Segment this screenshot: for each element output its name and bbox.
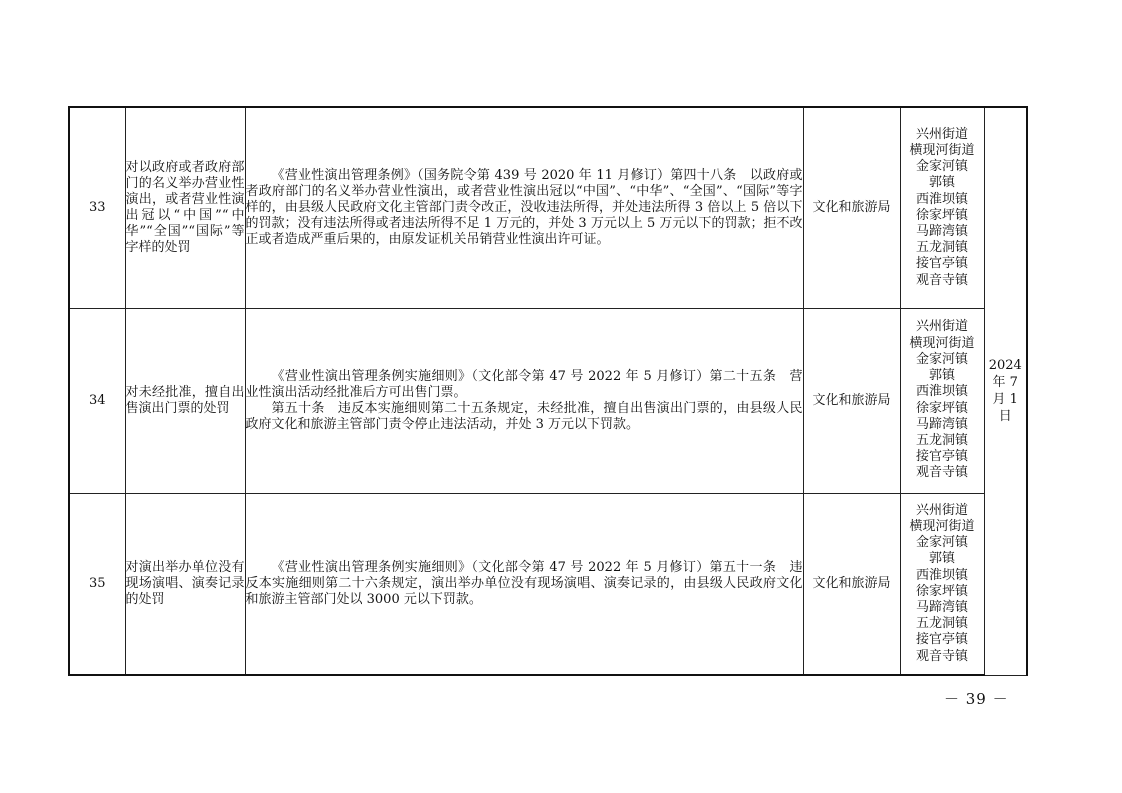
department: 文化和旅游局 xyxy=(803,308,900,493)
legal-basis xyxy=(245,107,803,308)
town-name: 兴州街道 xyxy=(915,319,968,335)
legal-basis-paragraph: 第五十条 违反本实施细则第二十五条规定，未经批准，擅自出售演出门票的，由县级人民政府文化和旅游主管部门责令停止违法活动，并处 3 万元以下罚款。 xyxy=(245,400,803,432)
town-name: 横现河街道 xyxy=(909,142,975,158)
town-name: 郭镇 xyxy=(928,175,955,191)
town-name: 接官亭镇 xyxy=(915,449,968,465)
town-name: 五龙洞镇 xyxy=(915,432,968,448)
town-name: 金家河镇 xyxy=(915,159,968,175)
table-row xyxy=(69,308,1027,493)
town-name: 徐家坪镇 xyxy=(915,400,968,416)
legal-basis-paragraph: 《营业性演出管理条例》（国务院令第 439 号 2020 年 11 月修订）第四十八条 以政府或者政府部门的名义举办营业性演出，或者营业性演出冠以“中国”、“中华”、“全国”、“国际”等字样的，由县级人民政府文化主管部门责令改正，没收违法所得，并处违法所得 3 倍以上 5 倍以下的罚款；没有违法所得或者违法所得不足 1 万元的，并处 3 万元以上 5 万元以下的罚款；拒不改正或者造成严重后果的，由原发证机关吊销营业性演出许可证。 xyxy=(245,167,803,247)
town-name: 金家河镇 xyxy=(915,535,968,551)
row-number: 35 xyxy=(69,493,125,675)
town-name: 马蹄湾镇 xyxy=(915,223,968,239)
town-name: 西淮坝镇 xyxy=(915,191,968,207)
legal-basis-paragraph: 《营业性演出管理条例实施细则》（文化部令第 47 号 2022 年 5 月修订）第二十五条 营业性演出活动经批准后方可出售门票。 xyxy=(245,368,803,400)
table-row xyxy=(69,107,1027,308)
item-name: 对以政府或者政府部门的名义举办营业性演出，或者营业性演出冠以“中国”“中华”“全国”“国际”等字样的处罚 xyxy=(125,107,245,308)
town-name: 西淮坝镇 xyxy=(915,384,968,400)
town-name: 横现河街道 xyxy=(909,335,975,351)
legal-basis xyxy=(245,308,803,493)
town-name: 马蹄湾镇 xyxy=(915,416,968,432)
table-row xyxy=(69,493,1027,675)
town-name: 五龙洞镇 xyxy=(915,616,968,632)
town-name: 西淮坝镇 xyxy=(915,567,968,583)
item-name: 对未经批准，擅自出售演出门票的处罚 xyxy=(125,308,245,493)
row-number: 33 xyxy=(69,107,125,308)
town-name: 五龙洞镇 xyxy=(915,240,968,256)
town-name: 观音寺镇 xyxy=(915,465,968,481)
town-name: 马蹄湾镇 xyxy=(915,599,968,615)
items-table xyxy=(68,106,1028,676)
department: 文化和旅游局 xyxy=(803,493,900,675)
town-name: 郭镇 xyxy=(928,551,955,567)
town-name: 兴州街道 xyxy=(915,502,968,518)
effective-date: 2024 年 7 月 1 日 xyxy=(984,107,1027,675)
town-name: 徐家坪镇 xyxy=(915,207,968,223)
town-name: 接官亭镇 xyxy=(915,256,968,272)
department: 文化和旅游局 xyxy=(803,107,900,308)
town-name: 兴州街道 xyxy=(915,126,968,142)
town-name: 观音寺镇 xyxy=(915,648,968,664)
town-name: 观音寺镇 xyxy=(915,272,968,288)
town-list xyxy=(900,493,984,675)
page-number: － 39 － xyxy=(944,690,1009,708)
town-name: 横现河街道 xyxy=(909,518,975,534)
town-name: 徐家坪镇 xyxy=(915,583,968,599)
row-number: 34 xyxy=(69,308,125,493)
town-name: 接官亭镇 xyxy=(915,632,968,648)
town-list xyxy=(900,308,984,493)
town-list xyxy=(900,107,984,308)
town-name: 金家河镇 xyxy=(915,351,968,367)
legal-basis xyxy=(245,493,803,675)
legal-basis-paragraph: 《营业性演出管理条例实施细则》（文化部令第 47 号 2022 年 5 月修订）第五十一条 违反本实施细则第二十六条规定，演出举办单位没有现场演唱、演奏记录的，由县级人民政府文化和旅游主管部门处以 3000 元以下罚款。 xyxy=(245,559,803,607)
town-name: 郭镇 xyxy=(928,368,955,384)
item-name: 对演出举办单位没有现场演唱、演奏记录的处罚 xyxy=(125,493,245,675)
